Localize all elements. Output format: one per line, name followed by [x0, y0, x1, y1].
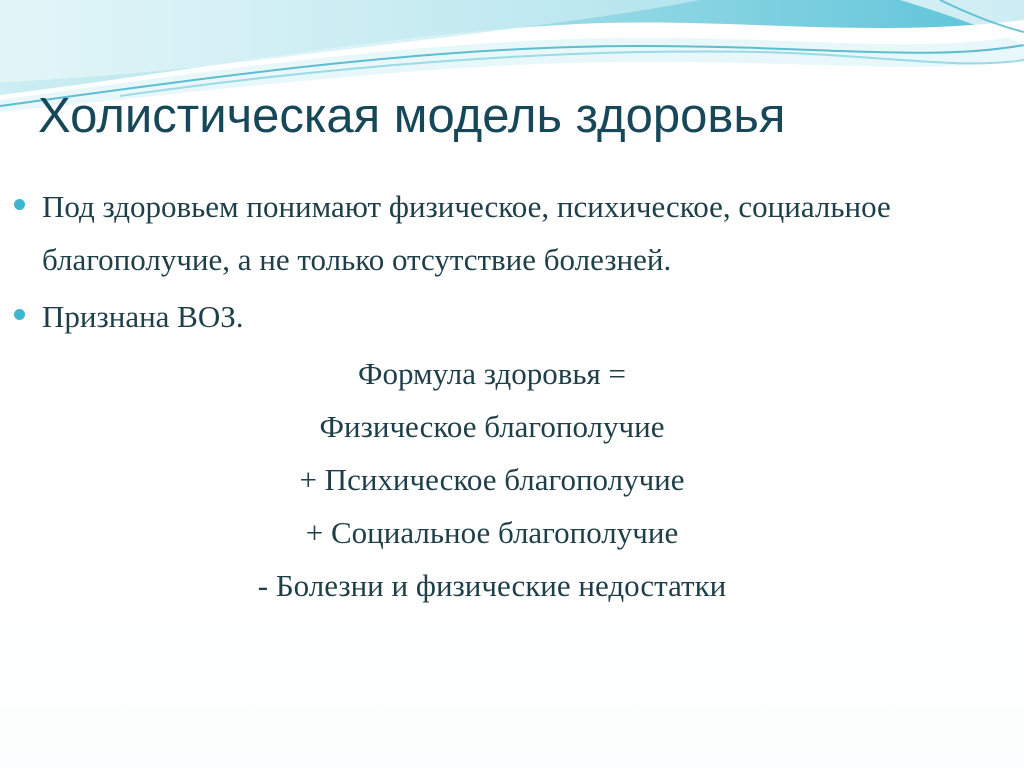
formula-line: Физическое благополучие	[319, 409, 665, 444]
bullet-text: Под здоровьем понимают физическое, психическое, социальное благополучие, а не только отсутствие болезней.	[42, 189, 891, 277]
formula-line: + Социальное благополучие	[305, 515, 679, 550]
slide-content	[12, 180, 972, 612]
formula-line: + Психическое благополучие	[299, 462, 685, 497]
formula-heading: Формула здоровья =	[358, 356, 626, 391]
bullet-icon	[14, 309, 25, 320]
slide-title: Холистическая модель здоровья	[38, 89, 786, 143]
bullet-item	[12, 180, 972, 286]
bullet-text: Признана ВОЗ.	[42, 299, 244, 334]
bullet-item	[12, 290, 972, 343]
bullet-icon	[14, 199, 25, 210]
health-formula	[12, 347, 972, 612]
formula-line: - Болезни и физические недостатки	[257, 568, 727, 603]
